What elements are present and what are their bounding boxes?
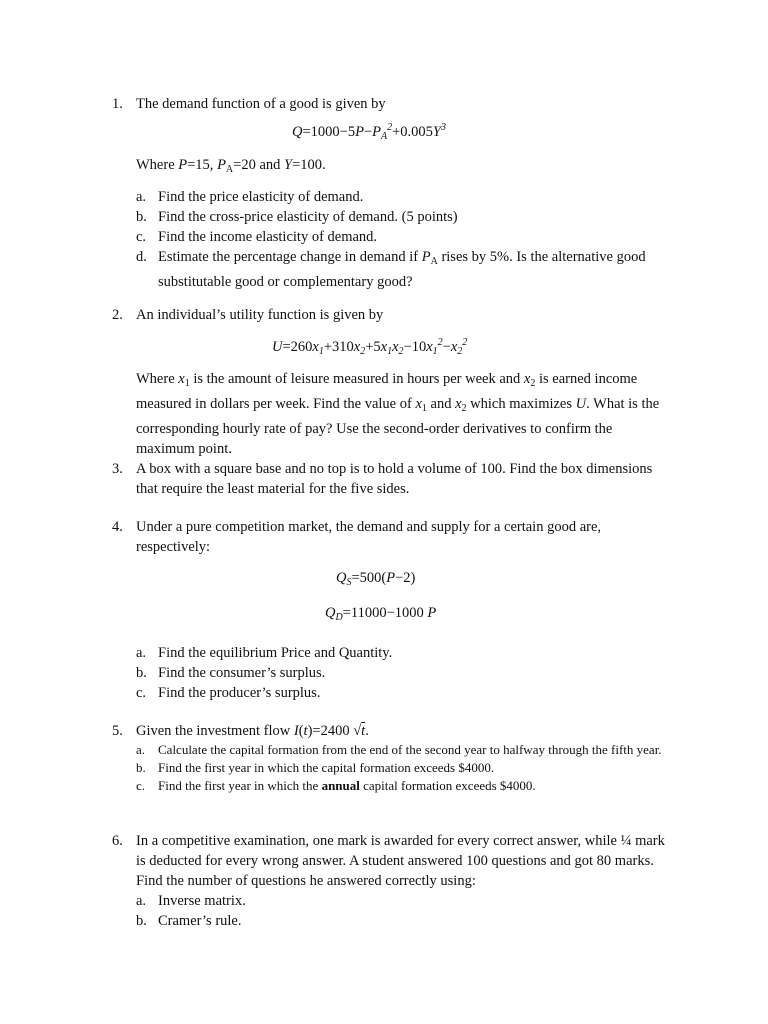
question-text: Given the investment flow (136, 723, 291, 739)
question-5: 5. Given the investment flow I(t)=2400 √t. (112, 723, 369, 739)
list-item: b. Find the cross-price elasticity of demand. (5 points) (136, 209, 458, 225)
question-text: A box with a square base and no top is to hold a volume of 100. Find the box dimensions that require the least material for the five sides. (136, 461, 653, 497)
question-1 (112, 94, 672, 114)
list-item: a. Inverse matrix. (136, 893, 246, 909)
list-item: b. Find the first year in which the capital formation exceeds $4000. (136, 760, 495, 775)
question-1-items (112, 187, 672, 292)
supply-equation: $Q_S=500(P-2)$ (336, 570, 416, 588)
question-text: The demand function of a good is given by (136, 96, 386, 112)
question-text: In a competitive examination, one mark is awarded for every correct answer, while ¼ mark is deducted for every wrong answer. A student answered 100 questions and got 80 marks. Find the number of questions he answered correctly using: (136, 833, 665, 889)
list-item: c. Find the producer’s surplus. (136, 685, 321, 701)
question-2-paragraph: Where $x_1$ is the amount of leisure measured in hours per week and $x_2$ is earned income measured in dollars per week. Find the value of $x_1$ and $x_2$ which maximizes U. What is the corresponding hourly rate of pay? Use the second-order derivatives to confirm the maximum point. (136, 371, 660, 457)
question-2 (112, 305, 672, 325)
list-item: c. Find the income elasticity of demand. (136, 229, 378, 245)
demand-equation-qd: $Q_D=11000-1000$ P (325, 605, 437, 623)
question-text: An individual’s utility function is given by (136, 307, 384, 323)
question-number: 5. (112, 723, 123, 739)
list-item: b. Cramer’s rule. (136, 913, 242, 929)
list-item: a. Find the price elasticity of demand. (136, 189, 364, 205)
list-item: b. Find the consumer’s surplus. (136, 665, 326, 681)
question-number: 1. (112, 96, 123, 112)
demand-equation: $Q=1000-5P-P_A^2+0.005Y^3$ (292, 122, 446, 142)
question-1-where: Where P=15, $P_A=20$ and Y=100. (136, 157, 326, 175)
question-4-items (112, 643, 672, 703)
question-number: 3. (112, 461, 123, 477)
question-3 (112, 459, 672, 499)
question-number: 6. (112, 833, 123, 849)
list-item: d. Estimate the percentage change in demand if $P_A$ rises by 5%. Is the alternative good substitutable good or complementary good? (136, 249, 646, 290)
question-text: Under a pure competition market, the demand and supply for a certain good are, respectively: (136, 519, 602, 555)
question-6 (112, 831, 672, 931)
list-item: a. Find the equilibrium Price and Quantity. (136, 645, 393, 661)
question-4 (112, 517, 672, 557)
utility-equation: $U=260x_1+310x_2+5x_1x_2-10x_1^2-x_2^2$ (272, 337, 468, 357)
question-5-items (112, 741, 672, 795)
question-number: 4. (112, 519, 123, 535)
list-item: c. Find the first year in which the annual capital formation exceeds $4000. (136, 778, 536, 793)
question-number: 2. (112, 307, 123, 323)
list-item: a. Calculate the capital formation from the end of the second year to halfway through the fifth year. (136, 742, 662, 757)
